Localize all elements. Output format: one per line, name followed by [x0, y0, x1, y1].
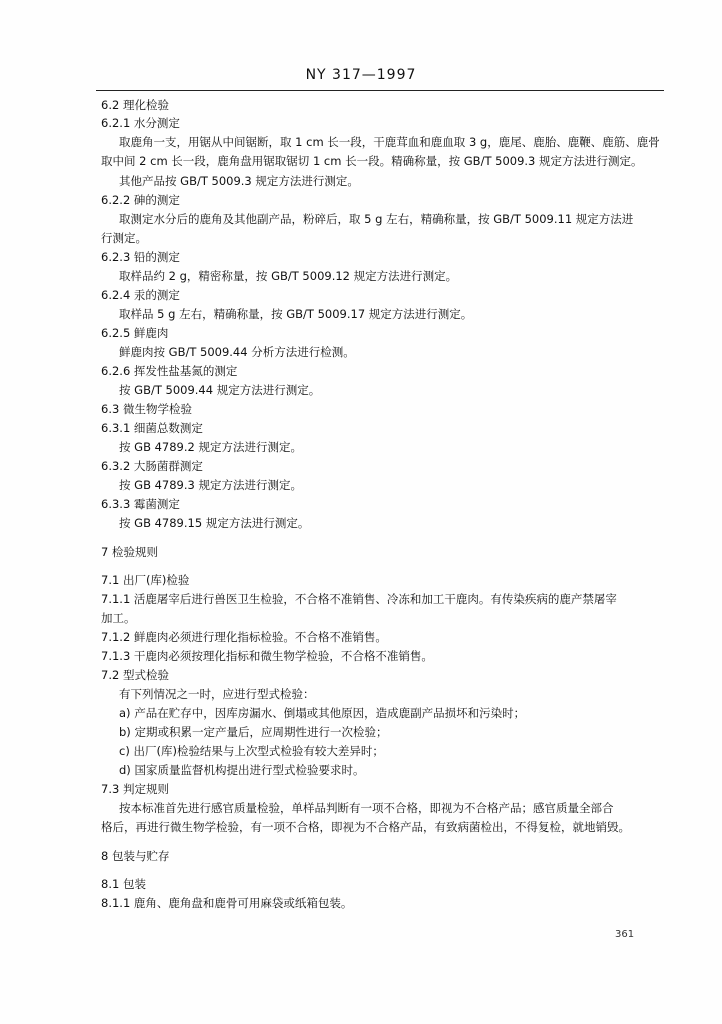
paragraph-line: 按本标准首先进行感官质量检验，单样品判断有一项不合格，即视为不合格产品；感官质量全部合	[119, 801, 614, 815]
paragraph-line: 7.1.1 活鹿屠宰后进行兽医卫生检验，不合格不准销售、冷冻和加工干鹿肉。有传染疾病的鹿产禁屠宰	[101, 592, 617, 606]
list-item: b) 定期或积累一定产量后，应周期性进行一次检验；	[119, 725, 388, 739]
paragraph-line: 按 GB 4789.2 规定方法进行测定。	[119, 440, 303, 454]
page-header: NY 317—1997	[305, 67, 417, 83]
paragraph-line: 8.1.1 鹿角、鹿角盘和鹿骨可用麻袋或纸箱包装。	[101, 896, 353, 910]
paragraph-line: 加工。	[101, 611, 136, 625]
paragraph-line: 按 GB 4789.3 规定方法进行测定。	[119, 478, 303, 492]
list-item: a) 产品在贮存中，因库房漏水、倒塌或其他原因，造成鹿副产品损坏和污染时；	[119, 706, 526, 720]
section-heading: 7.1 出厂(库)检验	[101, 573, 190, 587]
paragraph-line: 7.1.3 干鹿肉必须按理化指标和微生物学检验，不合格不准销售。	[101, 649, 433, 663]
subsection-heading: 6.2.3 铅的测定	[101, 250, 180, 264]
subsection-heading: 6.2.1 水分测定	[101, 116, 180, 130]
section-heading: 6.3 微生物学检验	[101, 402, 192, 416]
paragraph-line: 取测定水分后的鹿角及其他副产品，粉碎后，取 5 g 左右，精确称量，按 GB/T 5009.11 规定方法进	[119, 212, 634, 226]
section-heading: 7.2 型式检验	[101, 668, 169, 682]
subsection-heading: 6.2.4 汞的测定	[101, 288, 180, 302]
paragraph-line: 取中间 2 cm 长一段，鹿角盘用锯取锯切 1 cm 长一段。精确称量，按 GB/T 5009.3 规定方法进行测定。	[101, 154, 643, 168]
paragraph-line: 取样品约 2 g，精密称量，按 GB/T 5009.12 规定方法进行测定。	[119, 269, 458, 283]
paragraph-line: 其他产品按 GB/T 5009.3 规定方法进行测定。	[119, 174, 359, 188]
header-rule	[96, 90, 664, 91]
paragraph-line: 7.1.2 鲜鹿肉必须进行理化指标检验。不合格不准销售。	[101, 630, 387, 644]
paragraph-line: 格后，再进行微生物学检验，有一项不合格，即视为不合格产品，有致病菌检出，不得复检，就地销毁。	[101, 820, 630, 834]
paragraph-line: 取样品 5 g 左右，精确称量，按 GB/T 5009.17 规定方法进行测定。	[119, 307, 473, 321]
paragraph-line: 按 GB 4789.15 规定方法进行测定。	[119, 516, 310, 530]
subsection-heading: 6.2.5 鲜鹿肉	[101, 326, 169, 340]
subsection-heading: 6.2.6 挥发性盐基氮的测定	[101, 364, 238, 378]
list-item: d) 国家质量监督机构提出进行型式检验要求时。	[119, 763, 365, 777]
paragraph-line: 鲜鹿肉按 GB/T 5009.44 分析方法进行检测。	[119, 345, 355, 359]
paragraph-line: 按 GB/T 5009.44 规定方法进行测定。	[119, 383, 321, 397]
page-number: 361	[615, 929, 635, 940]
paragraph-line: 行测定。	[101, 231, 147, 245]
chapter-heading: 8 包装与贮存	[101, 849, 170, 863]
chapter-heading: 7 检验规则	[101, 545, 158, 559]
list-item: c) 出厂(库)检验结果与上次型式检验有较大差异时；	[119, 744, 384, 758]
section-heading: 8.1 包装	[101, 877, 146, 891]
section-heading: 6.2 理化检验	[101, 98, 169, 112]
subsection-heading: 6.3.1 细菌总数测定	[101, 421, 203, 435]
subsection-heading: 6.3.3 霉菌测定	[101, 497, 180, 511]
paragraph-line: 有下列情况之一时，应进行型式检验：	[119, 687, 315, 701]
subsection-heading: 6.2.2 砷的测定	[101, 193, 180, 207]
paragraph-line: 取鹿角一支，用锯从中间锯断，取 1 cm 长一段，干鹿茸血和鹿血取 3 g，鹿尾、鹿胎、鹿鞭、鹿筋、鹿骨	[119, 135, 660, 149]
subsection-heading: 6.3.2 大肠菌群测定	[101, 459, 203, 473]
section-heading: 7.3 判定规则	[101, 782, 169, 796]
